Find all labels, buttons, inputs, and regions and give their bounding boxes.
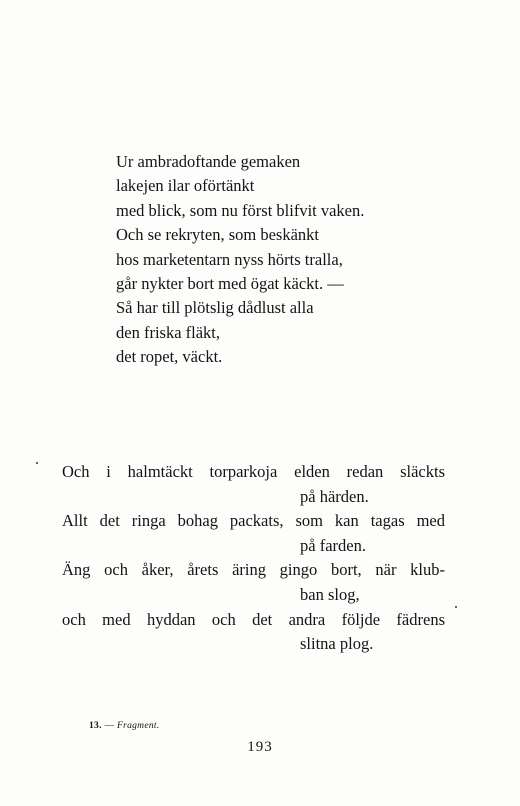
poem-line: med blick, som nu först blifvit vaken. [116, 200, 365, 220]
poem-line: den friska fläkt, [116, 322, 221, 342]
signature-title: Fragment. [116, 721, 160, 731]
poem-line: Allt det ringa bohag packats, som kan tagas med [62, 511, 445, 531]
signature-number: 13. [89, 721, 102, 731]
poem-line: Äng och åker, årets äring gingo bort, när klub- [62, 560, 445, 580]
paper-speck [455, 606, 457, 608]
poem-line-turnover: på härden. [300, 486, 369, 506]
poem-line-turnover: på farden. [300, 535, 366, 555]
poem-line-turnover: ban slog, [300, 584, 360, 604]
poem-line: lakejen ilar oförtänkt [116, 176, 255, 196]
poem-verse [62, 509, 445, 558]
paper-speck [36, 462, 38, 464]
poem-line: och med hyddan och det andra följde fädrens [62, 609, 445, 629]
poem-verse [62, 608, 445, 657]
poem-line: går nykter bort med ögat käckt. — [116, 274, 344, 294]
poem-line: Och se rekryten, som beskänkt [116, 225, 319, 245]
poem-line: Och i halmtäckt torparkoja elden redan släckts [62, 462, 445, 481]
signature-dash: — [104, 721, 115, 731]
poem-line: Ur ambradoftande gemaken [116, 152, 301, 171]
page-number: 193 [247, 739, 273, 755]
printer-signature [89, 721, 160, 731]
poem-stanza-2 [62, 460, 445, 657]
poem-line: Så har till plötslig dådlust alla [116, 298, 314, 318]
poem-verse [62, 558, 445, 607]
poem-stanza-1 [116, 150, 364, 370]
poem-verse [62, 460, 445, 509]
poem-line: det ropet, väckt. [116, 347, 223, 367]
poem-line: hos marketentarn nyss hörts tralla, [116, 249, 343, 269]
poem-line-turnover: slitna plog. [300, 634, 374, 654]
